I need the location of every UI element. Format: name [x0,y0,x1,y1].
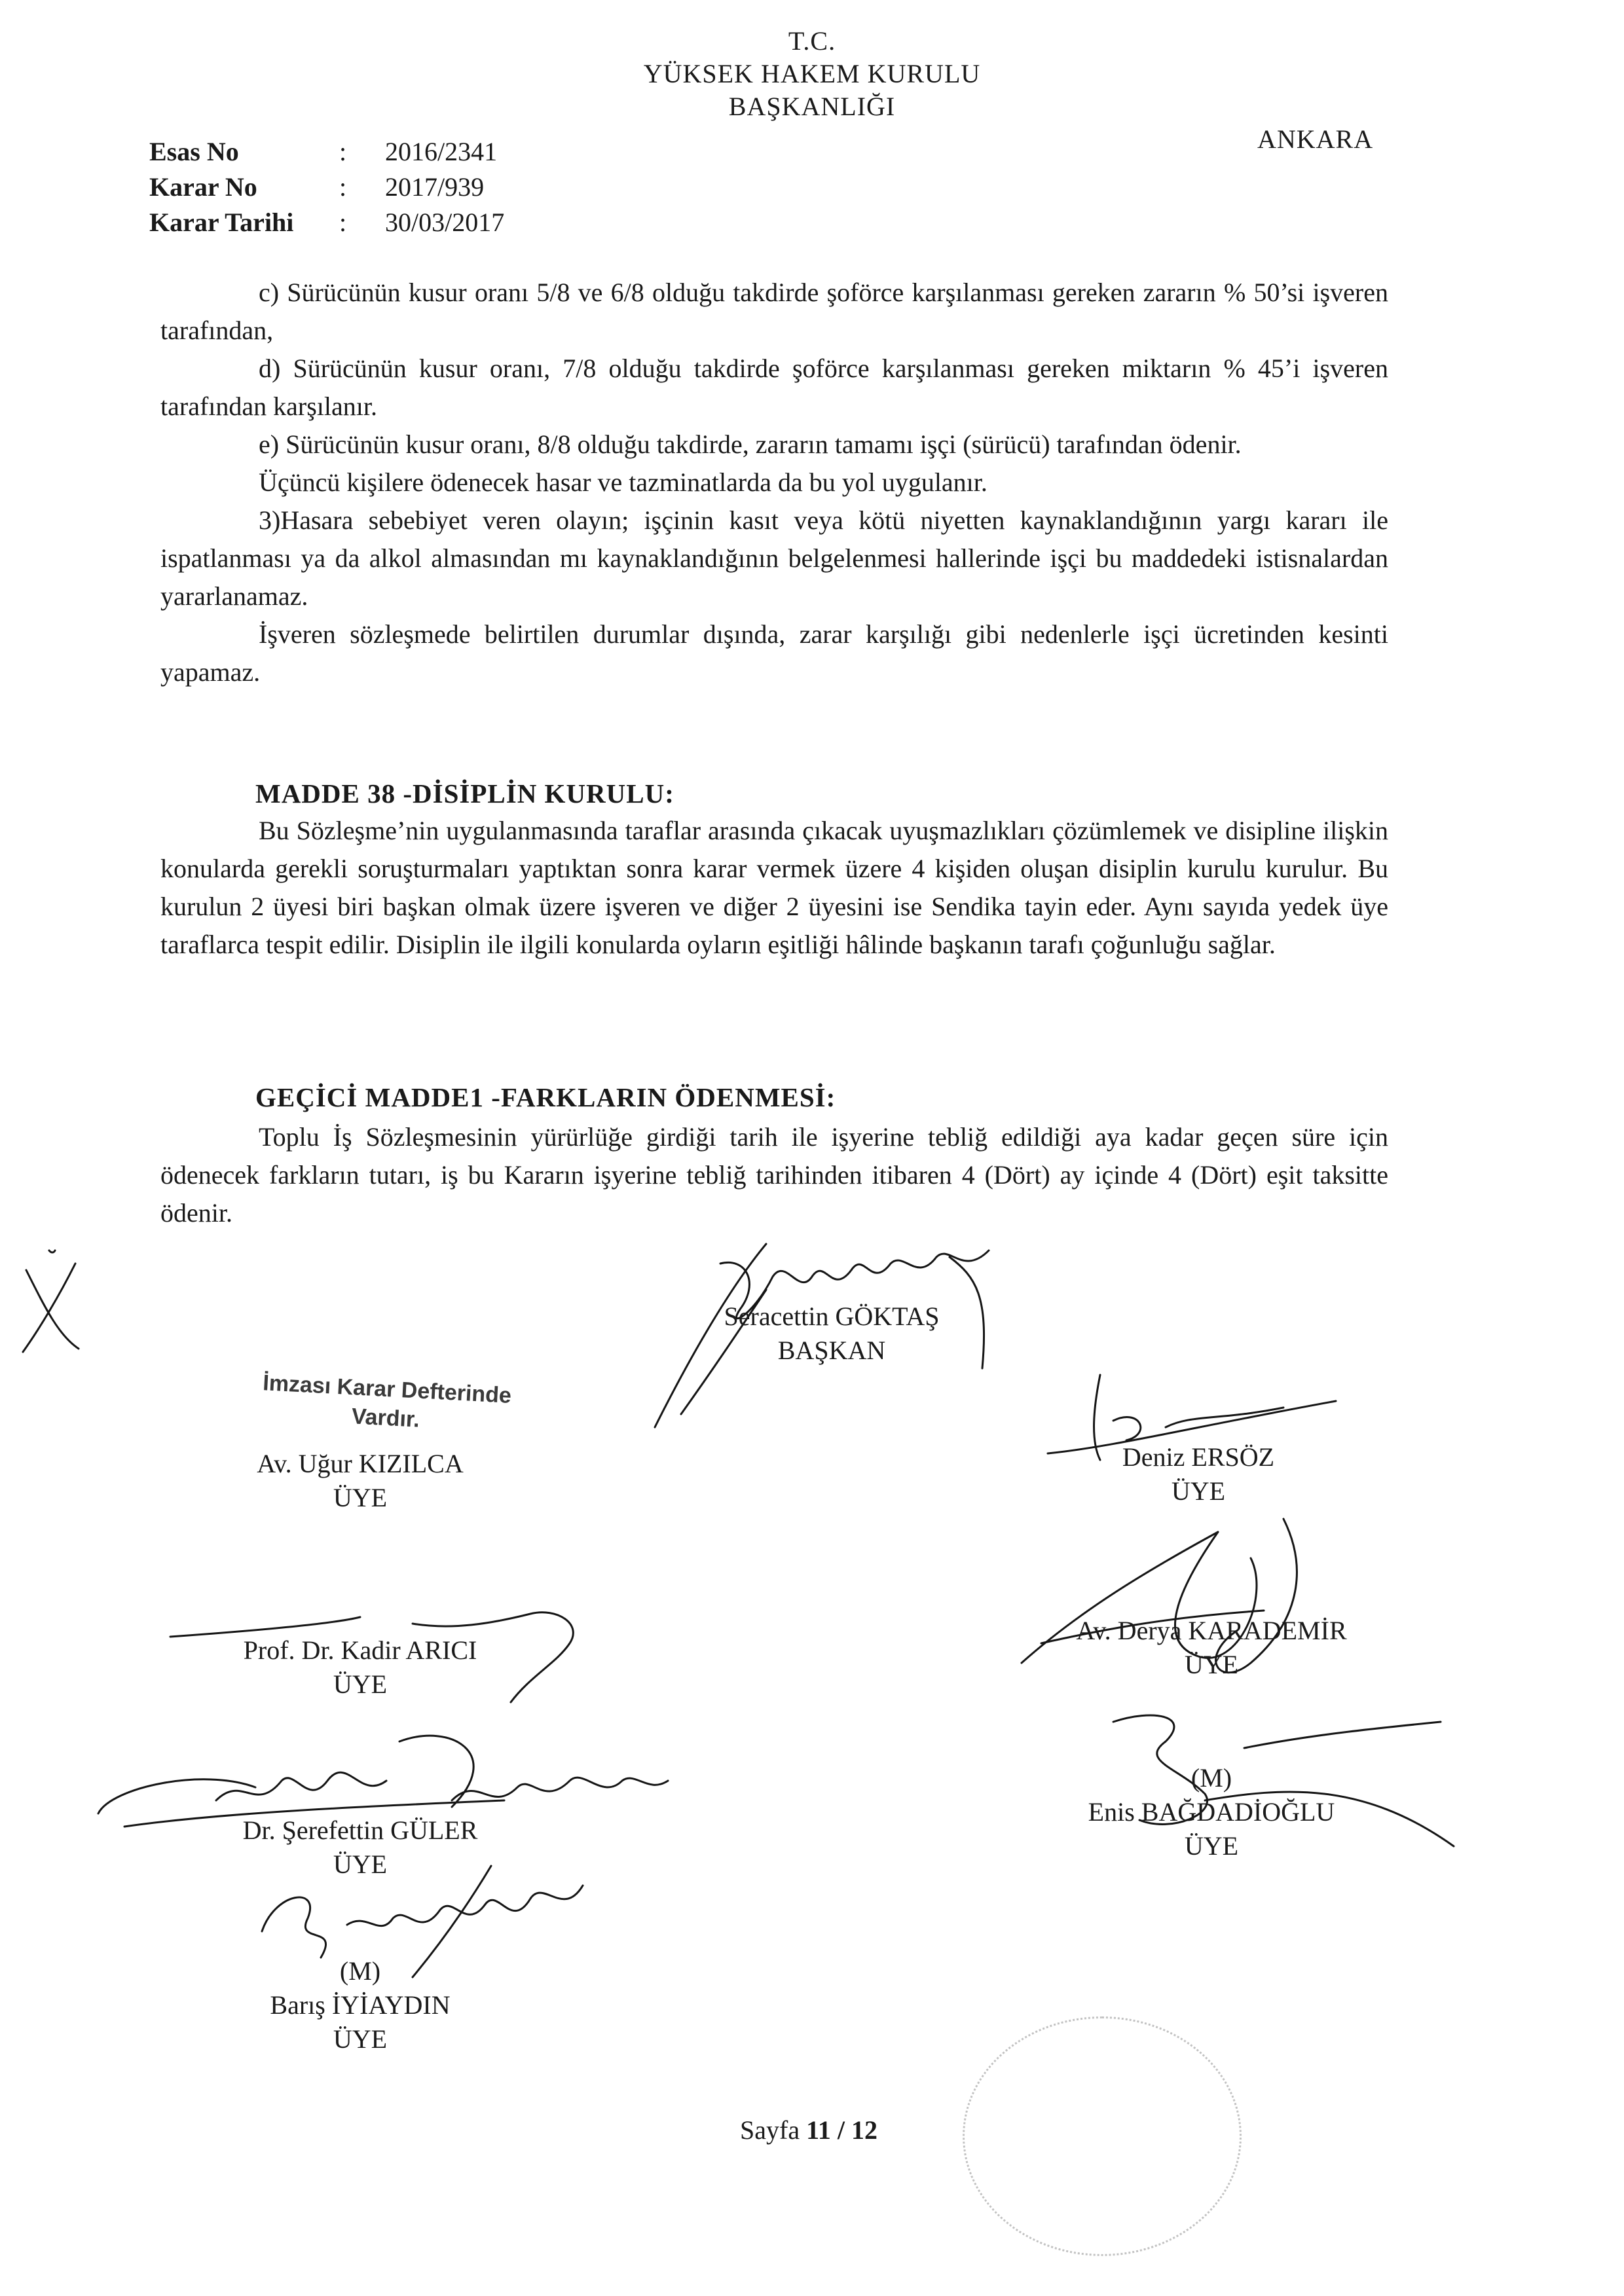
separator: : [339,208,347,237]
president-title: BAŞKAN [777,1336,886,1365]
clause-d: d) Sürücünün kusur oranı, 7/8 olduğu takdirde şoförce karşılanması gereken miktarın % 45’i işveren tarafından karşılanır. [160,354,1388,421]
tarih-label: Karar Tarihi [149,208,294,237]
header-tc: T.C. [788,26,836,56]
member-7-mark: (M) [339,1956,381,1986]
header-department: BAŞKANLIĞI [728,92,896,121]
member-6-mark: (M) [1190,1763,1232,1793]
president-name: Seracettin GÖKTAŞ [724,1302,940,1331]
tarih-value: 30/03/2017 [385,208,505,237]
member-2-title: ÜYE [1171,1476,1226,1506]
employer-note: İşveren sözleşmede belirtilen durumlar dışında, zarar karşılığı gibi nedenlerle işçi ücretinden kesinti yapamaz. [160,619,1388,687]
stamp-line-2: Vardır. [350,1404,420,1432]
member-3-title: ÜYE [333,1669,388,1699]
separator: : [339,172,347,202]
member-3-name: Prof. Dr. Kadir ARICI [243,1635,477,1665]
madde38-heading: MADDE 38 -DİSİPLİN KURULU: [255,778,674,809]
case-metadata [149,134,739,240]
member-4-name: Av. Derya KARADEMİR [1076,1616,1347,1645]
member-5-name: Dr. Şerefettin GÜLER [242,1815,478,1845]
member-7-title: ÜYE [333,2024,388,2054]
signature-book-stamp [215,1366,558,1441]
header-institution: YÜKSEK HAKEM KURULU [643,59,981,88]
seal-impression [963,2016,1242,2256]
signatory-member-7 [190,1954,530,2056]
page-number [740,2115,877,2145]
clause-c: c) Sürücünün kusur oranı 5/8 ve 6/8 olduğu takdirde şoförce karşılanması gereken zararın % 50’si işveren tarafından, [160,278,1388,345]
karar-value: 2017/939 [385,172,485,202]
body-text [160,274,1388,691]
member-1-name: Av. Uğur KIZILCA [257,1449,464,1478]
member-2-name: Deniz ERSÖZ [1122,1442,1275,1472]
margin-initials [13,1237,92,1355]
page-value: 11 / 12 [806,2115,877,2145]
page-prefix: Sayfa [740,2115,800,2145]
signatory-member-3 [190,1633,530,1702]
member-1-title: ÜYE [333,1483,388,1512]
clause-3: 3)Hasara sebebiyet veren olayın; işçinin kasıt veya kötü niyetten kaynaklandığının yargı kararı ile ispatlanması ya da alkol almasından mı kaynaklandığının belgelenmesi hallerinde işçi bu maddedeki istisnalardan yararlanamaz. [160,505,1388,611]
signatory-member-6 [1035,1761,1388,1863]
signatory-member-4 [1028,1614,1395,1682]
header-city: ANKARA [1257,124,1374,154]
separator: : [339,137,347,166]
member-6-title: ÜYE [1184,1831,1239,1861]
esas-row [149,134,739,170]
member-7-name: Barış İYİAYDIN [270,1990,451,2020]
gecici-madde-text [160,1118,1388,1232]
karar-row [149,170,739,205]
stamp-line-1: İmzası Karar Defterinde [262,1370,512,1408]
member-6-name: Enis BAĞDADİOĞLU [1088,1797,1335,1827]
clause-e: e) Sürücünün kusur oranı, 8/8 olduğu takdirde, zararın tamamı işçi (sürücü) tarafından ödenir. [259,429,1242,459]
gecici-madde-paragraph: Toplu İş Sözleşmesinin yürürlüğe girdiği tarih ile işyerine tebliğ edildiği aya kadar geçen süre için ödenecek farkların tutarı, iş bu Kararın işyerine tebliğ tarihinden itibaren 4 (Dört) ay içinde 4 (Dört) eşit taksitte ödenir. [160,1122,1388,1228]
madde38-paragraph: Bu Sözleşme’nin uygulanmasında taraflar arasında çıkacak uyuşmazlıkları çözümlemek ve disipline ilişkin konularda gerekli soruşturmaları yaptıktan sonra karar vermek üzere 4 kişiden oluşan disiplin kurulu kurulur. Bu kurulun 2 üyesi biri başkan olmak üzere işveren ve diğer 2 üyesini ise Sendika tayin eder. Aynı sayıda yedek üye taraflarca tespit edilir. Disiplin ile ilgili konularda oyların eşitliği hâlinde başkanın tarafı çoğunluğu sağlar. [160,816,1388,959]
esas-label: Esas No [149,137,239,166]
gecici-madde-heading: GEÇİCİ MADDE1 -FARKLARIN ÖDENMESİ: [255,1082,836,1112]
signatory-member-2 [1061,1440,1336,1508]
member-5-title: ÜYE [333,1850,388,1879]
madde38-text [160,812,1388,964]
esas-value: 2016/2341 [385,137,498,166]
signatory-member-5 [190,1813,530,1882]
tarih-row [149,205,739,240]
signatory-member-1 [190,1447,530,1515]
member-4-title: ÜYE [1184,1650,1239,1679]
signatory-president [688,1300,976,1368]
karar-label: Karar No [149,172,257,202]
third-party-note: Üçüncü kişilere ödenecek hasar ve tazminatlarda da bu yol uygulanır. [259,467,987,497]
